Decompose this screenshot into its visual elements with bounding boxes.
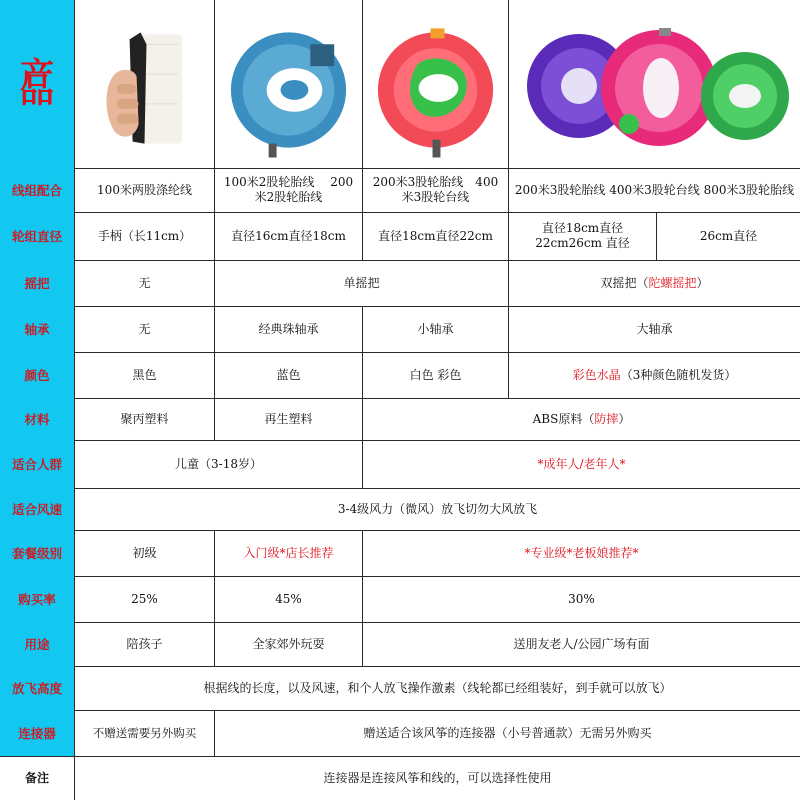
- cell: 聚丙塑料: [75, 398, 215, 440]
- cell: 26cm直径: [699, 228, 758, 243]
- product-label-cell: [0, 0, 75, 168]
- cell: 根据线的长度，以及风速，和个人放飞操作激素（线轮都已经组装好，到手就可以放飞）: [203, 680, 672, 695]
- product-image-blue-reel: [215, 0, 363, 168]
- cell: 200米3股轮胎线 400米3股轮台线: [363, 168, 509, 212]
- row-wind: [0, 488, 800, 531]
- header-row: [0, 0, 800, 169]
- cell: [509, 352, 800, 398]
- cell: 3-4级风力（微风）放飞切勿大风放飞: [337, 501, 538, 516]
- product-image-handle: [75, 0, 215, 168]
- row-label: 轴承: [0, 306, 75, 352]
- row-diameter: [0, 212, 800, 261]
- cell: 直径18cm直径22cm: [363, 212, 509, 260]
- row-label: 适合风速: [0, 488, 75, 530]
- row-line-combo: [0, 168, 800, 213]
- cell: 初级: [75, 530, 215, 576]
- highlight-text: 防摔: [594, 411, 619, 426]
- cell-text: ABS原料（: [532, 411, 595, 426]
- row-connector: [0, 710, 800, 757]
- product-image-red-reel: [363, 0, 509, 168]
- row-material: [0, 398, 800, 441]
- row-label: 连接器: [0, 710, 75, 756]
- cell: 黑色: [75, 352, 215, 398]
- cell: 无: [75, 260, 215, 306]
- row-bearing: [0, 306, 800, 353]
- row-note: [0, 756, 800, 800]
- cell: 45%: [215, 576, 363, 622]
- product-label: 产品: [20, 56, 54, 111]
- highlight-text: 彩色水晶: [572, 367, 621, 382]
- product-image-crystal-reels: [509, 0, 800, 168]
- cell-text: ）: [618, 411, 631, 426]
- cell: 全家郊外玩耍: [215, 622, 363, 666]
- cell: 100米两股涤纶线: [75, 168, 215, 212]
- cell: 蓝色: [215, 352, 363, 398]
- cell: 送朋友老人/公园广场有面: [513, 636, 650, 651]
- cell: 白色 彩色: [363, 352, 509, 398]
- row-label: 备注: [0, 756, 75, 800]
- row-label: 材料: [0, 398, 75, 440]
- row-buy-rate: [0, 576, 800, 623]
- cell: 单摇把: [215, 260, 509, 306]
- cell: *专业级*老板娘推荐*: [524, 545, 639, 560]
- row-label: 颜色: [0, 352, 75, 398]
- row-level: [0, 530, 800, 577]
- cell: 再生塑料: [215, 398, 363, 440]
- cell: 陪孩子: [75, 622, 215, 666]
- row-label: 线组配合: [0, 168, 75, 212]
- cell-text: （3种颜色随机发货）: [620, 367, 737, 382]
- cell: 无: [75, 306, 215, 352]
- cell: 赠送适合该风筝的连接器（小号普通款）无需另外购买: [363, 725, 652, 740]
- cell: 200米3股轮胎线 400米3股轮台线 800米3股轮胎线: [514, 182, 795, 197]
- cell: [509, 260, 800, 306]
- cell: 直径18cm直径22cm26cm 直径: [509, 212, 657, 260]
- cell: 30%: [568, 591, 595, 606]
- row-label: 购买率: [0, 576, 75, 622]
- cell: *成年人/老年人*: [537, 456, 626, 471]
- cell: 大轴承: [636, 321, 673, 336]
- row-label: 用途: [0, 622, 75, 666]
- row-label: 套餐级别: [0, 530, 75, 576]
- row-color: [0, 352, 800, 399]
- cell: 100米2股轮胎线 200米2股轮胎线: [215, 168, 363, 212]
- row-crowd: [0, 440, 800, 489]
- row-crank: [0, 260, 800, 307]
- row-label: 适合人群: [0, 440, 75, 488]
- cell: 小轴承: [363, 306, 509, 352]
- cell: 不赠送需要另外购买: [75, 710, 215, 756]
- cell: 经典珠轴承: [215, 306, 363, 352]
- row-label: 轮组直径: [0, 212, 75, 260]
- cell: 儿童（3-18岁）: [75, 440, 363, 488]
- cell: 连接器是连接风筝和线的，可以选择性使用: [323, 770, 552, 785]
- row-usage: [0, 622, 800, 667]
- cell-text: ）: [696, 275, 709, 290]
- row-label: 摇把: [0, 260, 75, 306]
- cell: 入门级*店长推荐: [215, 530, 363, 576]
- cell: 手柄（长11cm）: [75, 212, 215, 260]
- row-label: 放飞高度: [0, 666, 75, 710]
- cell-text: 双摇把（: [600, 275, 649, 290]
- cell: 直径16cm直径18cm: [215, 212, 363, 260]
- highlight-text: 陀螺摇把: [648, 275, 697, 290]
- cell: 25%: [75, 576, 215, 622]
- row-height: [0, 666, 800, 711]
- cell: [363, 398, 800, 440]
